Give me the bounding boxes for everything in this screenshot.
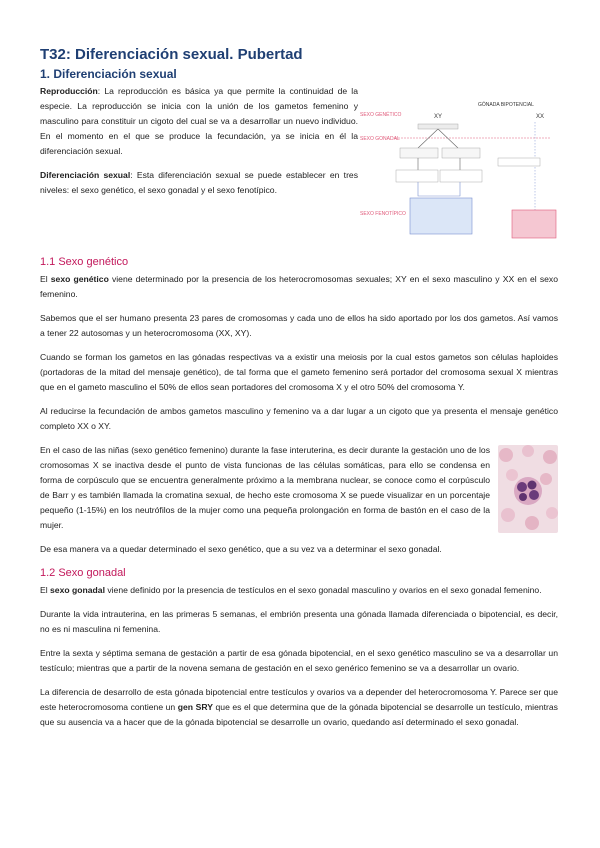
paragraph-genetico-1: El sexo genético viene determinado por la presencia de los heterocromosomas sexuales; XY en el sexo masculino y XX en el sexo femenino. (40, 274, 558, 299)
intro-text (40, 84, 358, 246)
diagram-label-genetico: SEXO GENÉTICO (360, 112, 402, 118)
paragraph-gonadal-4: La diferencia de desarrollo de esta gónada bipotencial entre testículos y ovarios va a depender del heterocromosoma Y. Parece ser que este heterocromosoma contiene un gen SRY que es el que determina que de la gónada bipotencial se desarrolle un testículo, mientras que su ausencia va a hacer que de la gónada bipotencial se desarrolle un ovario, quedando así determinado el sexo gonadal. (40, 687, 558, 727)
sex-differentiation-diagram (360, 98, 558, 246)
paragraph-genetico-5: En el caso de las niñas (sexo genético femenino) durante la fase interuterina, es decir durante la gestación uno de los cromosomas X se inactiva desde el punto de vista funcionas de las células somáticas, para ello se condensa en forma de corpúsculo que se encuentra generalmente próximo a la membrana nuclear, se conoce como el corpúsculo de Barr y es también llamada la cromatina sexual, de hecho este cromosoma X se puede visualizar en un porcentaje pequeño (1-15%) en los neutrófilos de la mujer como una pequeña prolongación en forma de bastón en el caso de la mujer. (40, 445, 490, 530)
paragraph-genetico-3: Cuando se forman los gametos en las gónadas respectivas va a existir una meiosis por la cual estos gametos son células haploides (portadoras de la mitad del mensaje genético), de tal forma que el gameto femenino será portador del cromosoma sexual X mientras que en el gameto masculino el 50% de ellos sean portadores del cromosoma X y el otro 50% del cromosoma Y. (40, 352, 558, 392)
paragraph-gonadal-2: Durante la vida intrauterina, en las primeras 5 semanas, el embrión presenta una gónada llamada diferenciada o bipotencial, es decir, no es ni masculina ni femenina. (40, 609, 558, 634)
section-heading-sexo-genetico: 1.1 Sexo genético (40, 256, 129, 268)
term-reproduccion: Reproducción (40, 86, 98, 96)
diagram-col-xx: XX (536, 114, 545, 120)
term-diferenciacion: Diferenciación sexual (40, 170, 131, 180)
barr-block (40, 443, 558, 542)
diagram-label-gonadal: SEXO GONADAL (360, 136, 400, 142)
paragraph-gonadal-1: El sexo gonadal viene definido por la presencia de testículos en el sexo gonadal masculino y ovarios en el sexo gonadal femenino. (40, 585, 542, 595)
paragraph-genetico-6: De esa manera va a quedar determinado el sexo genético, que a su vez va a determinar el sexo gonadal. (40, 544, 442, 554)
term-sexo-genetico: sexo genético (50, 274, 109, 284)
neutrophil-image (498, 445, 558, 533)
document-title: T32: Diferenciación sexual. Pubertad (40, 46, 303, 63)
diagram-label-fenotipico: SEXO FENOTÍPICO (360, 211, 406, 217)
paragraph-genetico-2: Sabemos que el ser humano presenta 23 pares de cromosomas y cada uno de ellos ha sido aportado por los dos gametos. Así vamos a tener 22 autosomas y un heterocromosoma (XX, XY). (40, 313, 558, 338)
term-sexo-gonadal: sexo gonadal (50, 585, 105, 595)
section-heading-sexo-gonadal: 1.2 Sexo gonadal (40, 567, 126, 579)
paragraph-reproduccion: Reproducción: La reproducción es básica ya que permite la continuidad de la especie. La reproducción se inicia con la unión de los gametos femenino y masculino para constituir un cigoto del cual se va a desarrollar un nuevo individuo. En el momento en el que se produce la fecundación, ya se inicia en él la diferenciación sexual. (40, 86, 358, 156)
paragraph-gonadal-3: Entre la sexta y séptima semana de gestación a partir de esa gónada bipotencial, en el sexo genético masculino se va a desarrollar un testículo; mientras que a partir de la novena semana de gestación en el sexo genérico femenino se va a desarrollar un ovario. (40, 648, 558, 673)
diagram-header: GÓNADA BIPOTENCIAL (478, 102, 534, 108)
intro-block (40, 84, 558, 246)
section-heading-diferenciacion: 1. Diferenciación sexual (40, 67, 177, 81)
paragraph-diferenciacion: Diferenciación sexual: Esta diferenciación sexual se puede establecer en tres niveles: el sexo genético, el sexo gonadal y el sexo fenotípico. (40, 170, 359, 195)
document-page (40, 46, 558, 739)
diagram-col-xy: XY (434, 114, 443, 120)
diagram-structure (395, 122, 556, 238)
term-gen-sry: gen SRY (177, 702, 213, 712)
paragraph-genetico-4: Al reducirse la fecundación de ambos gametos masculino y femenino va a dar lugar a un cigoto que ya presenta el mensaje genético completo XX o XY. (40, 406, 558, 431)
